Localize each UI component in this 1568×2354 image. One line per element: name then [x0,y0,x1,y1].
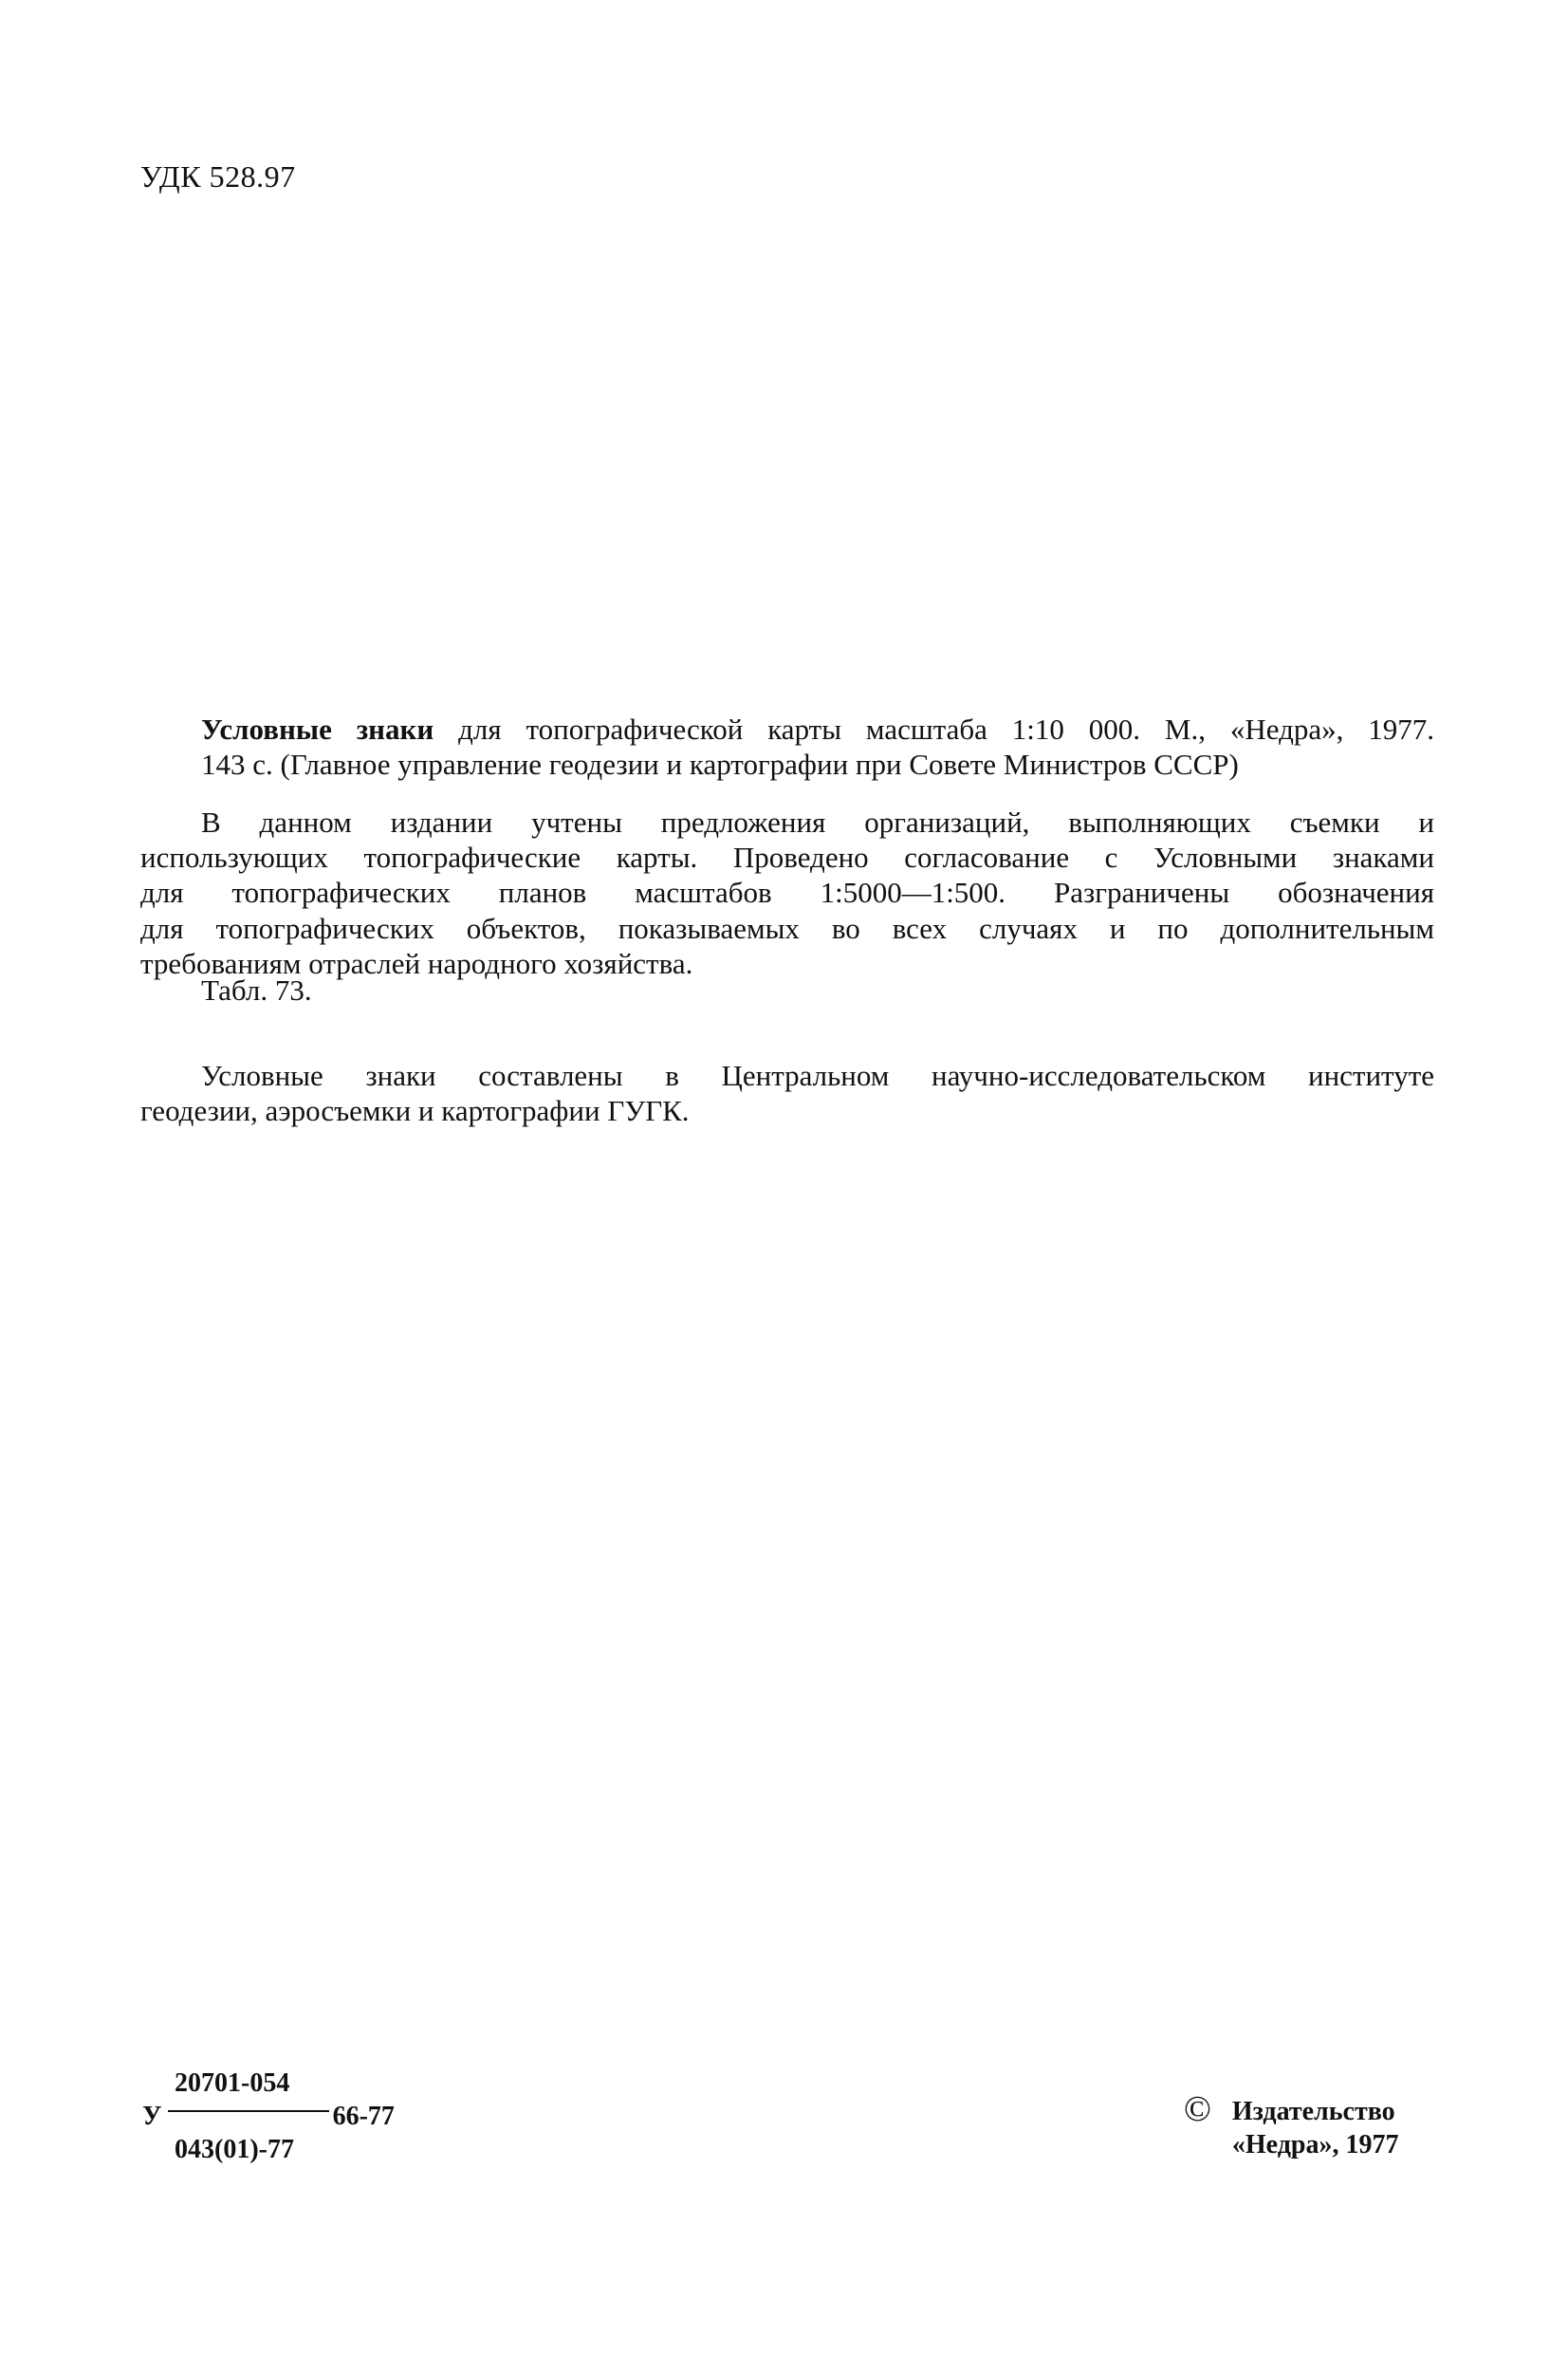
code-middle-row [142,2100,395,2133]
bibliographic-description [201,712,1434,782]
tables-count: Табл. 73. [201,973,312,1007]
bibliography-title: Условные знаки [201,713,434,746]
copyright-publisher: Издательство [1231,2097,1395,2126]
code-letter: У [142,2102,162,2131]
fraction-line [168,2110,329,2112]
code-suffix: 66-77 [332,2102,395,2131]
code-numerator: 20701-054 [175,2068,290,2098]
annotation-line-5: требованиям отраслей народного хозяйства. [140,946,693,980]
compiled-line-1: Условные знаки составлены в Центральном научно-исследовательском институте [201,1059,1434,1092]
annotation [140,805,1434,981]
bibliography-line-2: 143 с. (Главное управление геодезии и картографии при Совете Министров СССР) [201,748,1239,782]
publisher-code [142,2067,395,2166]
copyright-sign-icon: © [1184,2089,1211,2129]
udc-code: УДК 528.97 [140,159,296,194]
copyright-block [1184,2089,1399,2161]
annotation-line-4: для топографических объектов, показываемых во всех случаях и по дополнительным [140,911,1434,945]
bibliography-line-1 [201,712,1434,747]
annotation-line-1: В данном издании учтены предложения организаций, выполняющих съемки и [201,806,1434,839]
code-denominator: 043(01)-77 [175,2135,294,2164]
annotation-line-3: для топографических планов масштабов 1:5000—1:500. Разграничены обозначения [140,876,1434,910]
compiled-note [140,1058,1434,1128]
bibliography-line-1-rest: для топографической карты масштаба 1:10 000. М., «Недра», 1977. [434,713,1434,746]
annotation-line-2: использующих топографические карты. Проведено согласование с Условными знаками [140,841,1434,875]
copyright-year: «Недра», 1977 [1231,2130,1399,2159]
compiled-line-2: геодезии, аэросъемки и картографии ГУГК. [140,1094,690,1128]
